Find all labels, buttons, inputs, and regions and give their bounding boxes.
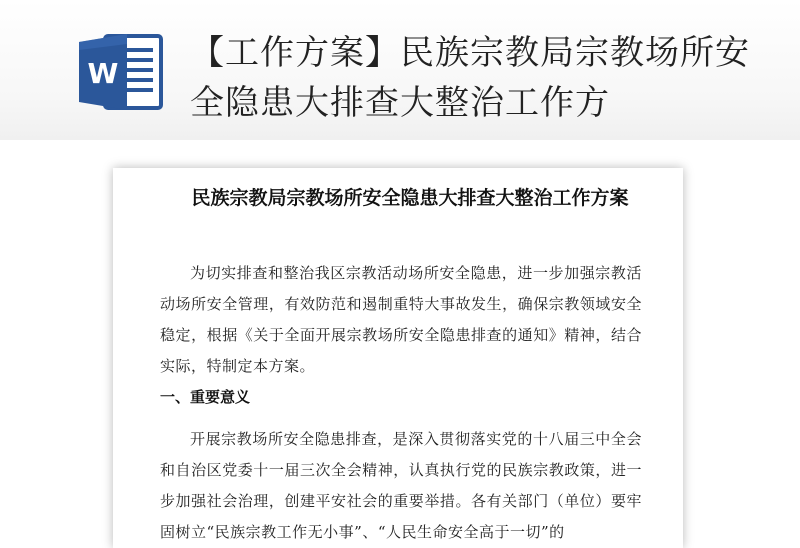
svg-text:W: W bbox=[87, 57, 119, 90]
banner-header bbox=[0, 0, 800, 140]
word-document-icon bbox=[77, 30, 165, 114]
paragraph-intro: 为切实排查和整治我区宗教活动场所安全隐患，进一步加强宗教活动场所安全管理，有效防范和遏制重特大事故发生，确保宗教领域安全稳定，根据《关于全面开展宗教场所安全隐患排查的通知》精神，结合实际，特制定本方案。 bbox=[160, 264, 642, 375]
page-title: 【工作方案】民族宗教局宗教场所安全隐患大排查大整治工作方 bbox=[190, 33, 750, 123]
document-title: 民族宗教局宗教场所安全隐患大排查大整治工作方案 bbox=[191, 187, 629, 209]
paragraph-significance: 开展宗教场所安全隐患排查，是深入贯彻落实党的十八届三中全会和自治区党委十一届三次全会精神，认真执行党的民族宗教政策，进一步加强社会治理，创建平安社会的重要举措。各有关部门（单位）要牢固树立“民族宗教工作无小事”、“人民生命安全高于一切”的 bbox=[160, 430, 642, 541]
section-heading: 一、重要意义 bbox=[160, 388, 251, 406]
